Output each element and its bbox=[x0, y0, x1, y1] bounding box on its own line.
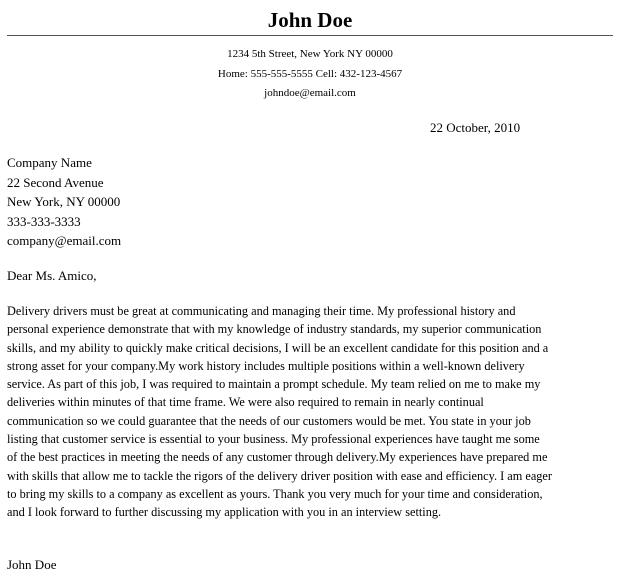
body-line: and I look forward to further discussing my application with you in an interview setting. bbox=[7, 505, 442, 520]
body-line: listing that customer service is essential to your business. My professional experiences have taught me some bbox=[7, 432, 540, 447]
letter-body bbox=[7, 302, 613, 522]
body-line: with skills that allow me to tackle the rigors of the delivery driver position with ease and efficiency. I am eager bbox=[7, 468, 552, 483]
body-line: deliveries within minutes of that time frame. We were also required to remain in nearly continual bbox=[7, 395, 484, 410]
recipient-street: 22 Second Avenue bbox=[7, 174, 104, 190]
body-line: Delivery drivers must be great at communicating and managing their time. My professional history and bbox=[7, 304, 516, 318]
body-line: communication so we could guarantee that the needs of our customers would be met. You state in your job bbox=[7, 413, 531, 428]
body-line: service. As part of this job, I was required to maintain a prompt schedule. My team relied on me to make my bbox=[7, 377, 541, 392]
letter-date: 22 October, 2010 bbox=[430, 120, 521, 135]
letterhead-divider bbox=[7, 35, 613, 36]
recipient-email: company@email.com bbox=[7, 233, 122, 248]
recipient-phone: 333-333-3333 bbox=[7, 213, 81, 229]
body-line: strong asset for your company.My work history includes multiple positions within a well-known delivery bbox=[7, 358, 525, 373]
recipient-city: New York, NY 00000 bbox=[7, 194, 121, 209]
letterhead-address: 1234 5th Street, New York NY 00000 bbox=[227, 48, 393, 60]
letterhead-email: johndoe@email.com bbox=[264, 87, 356, 99]
body-line: personal experience demonstrate that with my knowledge of industry standards, my superior communication bbox=[7, 322, 542, 337]
letterhead-name: John Doe bbox=[267, 8, 353, 32]
signature: John Doe bbox=[7, 557, 57, 572]
body-line: of the best practices in meeting the needs of any customer through delivery.My experiences have prepared me bbox=[7, 450, 548, 465]
recipient-company: Company Name bbox=[7, 155, 92, 170]
salutation: Dear Ms. Amico, bbox=[7, 268, 97, 283]
letterhead-phones: Home: 555-555-5555 Cell: 432-123-4567 bbox=[217, 68, 403, 80]
recipient-block bbox=[7, 153, 121, 251]
body-line: to bring my skills to a company as excellent as yours. Thank you very much for your time and consideration, bbox=[7, 486, 543, 501]
body-line: skills, and my ability to quickly make critical decisions, I will be an excellent candidate for this position and a bbox=[7, 340, 549, 355]
